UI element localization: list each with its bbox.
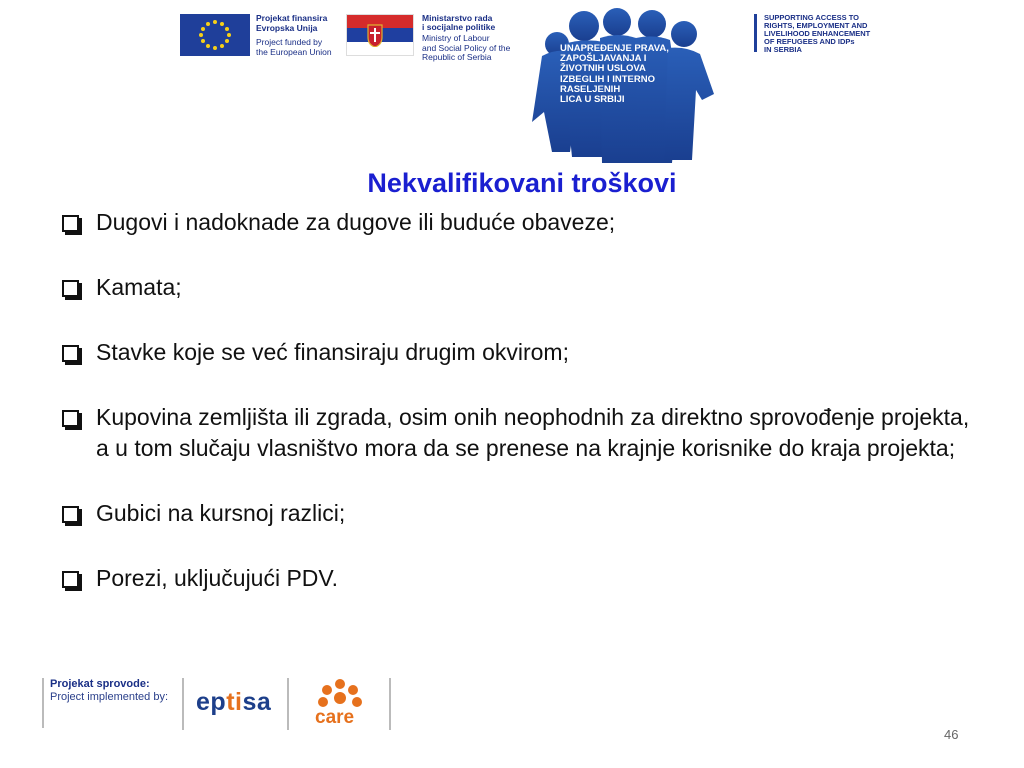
footer-divider bbox=[182, 678, 184, 730]
impl-line1: Projekat sprovode: bbox=[50, 678, 150, 690]
eptisa-logo bbox=[196, 688, 271, 717]
care-wordmark: care bbox=[315, 707, 355, 728]
eu-logo bbox=[180, 14, 341, 57]
eptisa-part: ti bbox=[226, 688, 243, 716]
english-caption-line: IN SERBIA bbox=[764, 45, 802, 54]
bullet-list bbox=[60, 207, 980, 594]
checkbox-square-icon bbox=[62, 506, 79, 523]
people-caption-line: UNAPREĐENJE PRAVA, bbox=[560, 43, 669, 54]
checkbox-square-icon bbox=[62, 345, 79, 362]
bullet-item bbox=[60, 498, 980, 529]
serbia-coat-of-arms-icon bbox=[367, 23, 383, 47]
english-caption-line: RIGHTS, EMPLOYMENT AND bbox=[764, 21, 868, 30]
english-caption-line: SUPPORTING ACCESS TO bbox=[764, 13, 860, 22]
checkbox-square-icon bbox=[62, 571, 79, 588]
ministry-line4: and Social Policy of bbox=[422, 42, 497, 53]
ministry-line1: Ministarstvo rada bbox=[422, 13, 493, 23]
people-caption-line: ŽIVOTNIH USLOVA bbox=[560, 63, 646, 75]
bullet-item bbox=[60, 402, 980, 464]
serbia-flag-icon bbox=[346, 14, 414, 56]
eu-line1: Projekat finansira bbox=[256, 13, 328, 23]
checkbox-square-icon bbox=[62, 410, 79, 427]
ministry-caption bbox=[422, 14, 517, 62]
ministry-line5: the Republic of Serbia bbox=[422, 42, 511, 62]
eu-line4: the European Union bbox=[256, 46, 332, 57]
bullet-text: Kamata; bbox=[96, 274, 182, 300]
eptisa-part: sa bbox=[242, 688, 272, 716]
eptisa-part: ep bbox=[196, 688, 227, 716]
people-caption-line: LICA U SRBIJI bbox=[560, 94, 625, 106]
people-caption-line: RASELJENIH bbox=[560, 83, 621, 95]
english-caption-line: OF REFUGEES AND IDPs bbox=[764, 37, 855, 46]
bullet-text: Gubici na kursnoj razlici; bbox=[96, 500, 346, 526]
footer-divider bbox=[287, 678, 289, 730]
bullet-text: Porezi, uključujući PDV. bbox=[96, 565, 339, 591]
bullet-item bbox=[60, 337, 980, 368]
eu-flag-icon bbox=[180, 14, 250, 56]
bullet-text: Kupovina zemljišta ili zgrada, osim onih neophodnih za direktno sprovođenje projekta, a u tom slučaju vlasništvo mora da se prenese na krajnje korisnike do kraja projekta; bbox=[96, 404, 970, 461]
checkbox-square-icon bbox=[62, 215, 79, 232]
bullet-item bbox=[60, 563, 980, 594]
ministry-logo bbox=[346, 14, 517, 62]
eu-line3: Project funded by bbox=[256, 37, 323, 47]
implemented-by-caption bbox=[42, 678, 168, 728]
ministry-line2: i socijalne politike bbox=[422, 22, 496, 33]
english-caption bbox=[764, 14, 924, 54]
slide-title: Nekvalifikovani troškovi bbox=[367, 168, 677, 198]
english-caption-line: LIVELIHOOD ENHANCEMENT bbox=[764, 29, 871, 38]
impl-line2: Project implemented by: bbox=[50, 691, 168, 703]
footer-divider bbox=[389, 678, 391, 730]
ministry-line3: Ministry of Labour bbox=[422, 33, 490, 44]
eu-caption bbox=[256, 14, 341, 57]
bullet-text: Stavke koje se već finansiraju drugim okvirom; bbox=[96, 339, 569, 365]
people-caption-line: IZBEGLIH I INTERNO bbox=[560, 73, 655, 85]
bullet-item bbox=[60, 207, 980, 238]
people-caption-line: ZAPOŠLJAVANJA I bbox=[560, 53, 647, 65]
bullet-item bbox=[60, 272, 980, 303]
checkbox-square-icon bbox=[62, 280, 79, 297]
people-caption bbox=[560, 44, 700, 105]
page-number: 46 bbox=[944, 727, 959, 742]
header-divider bbox=[754, 14, 757, 52]
bullet-text: Dugovi i nadoknade za dugove ili buduće obaveze; bbox=[96, 209, 616, 235]
eu-line2: Evropska Unija bbox=[256, 22, 318, 33]
